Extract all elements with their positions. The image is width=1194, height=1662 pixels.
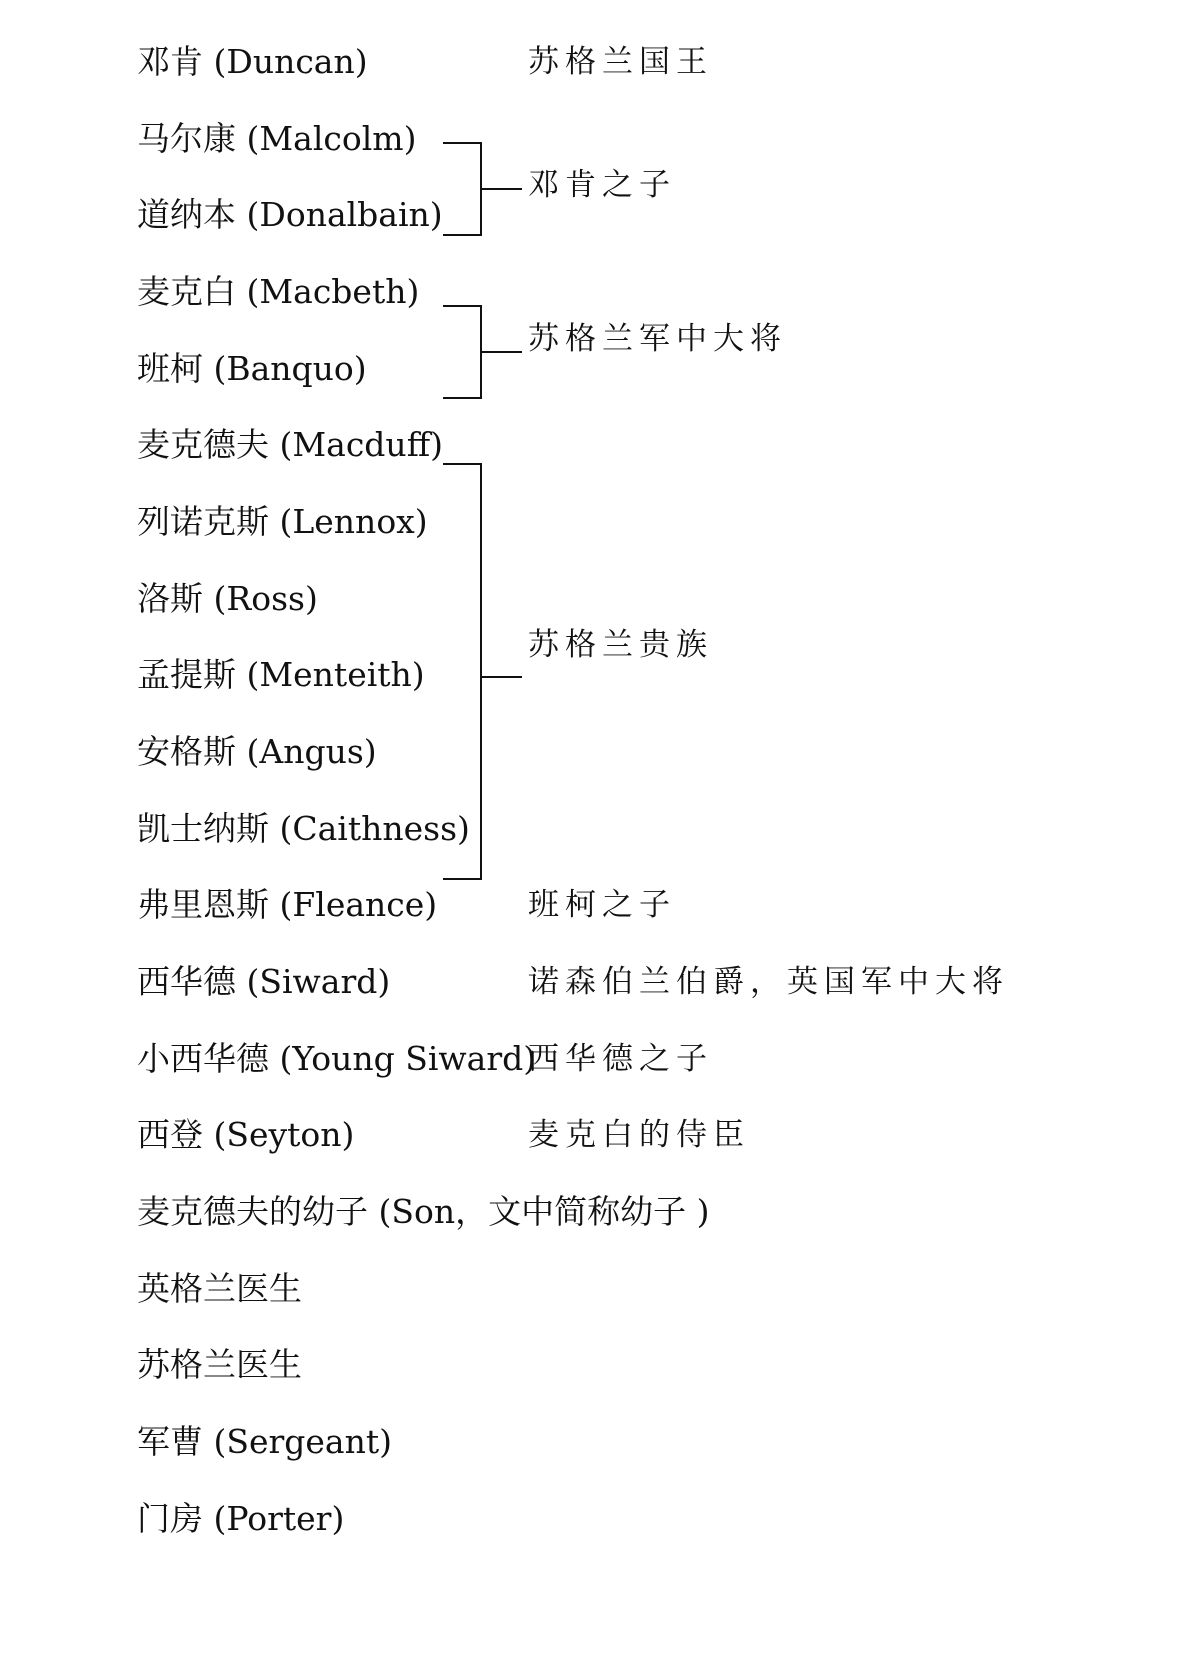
role-siward: 诺森伯兰伯爵，英国军中大将 (528, 964, 1009, 1000)
character-name-seyton: 西登 (Seyton) (137, 1115, 355, 1154)
character-name-fleance: 弗里恩斯 (Fleance) (137, 885, 438, 924)
bracket-sons-of-duncan (443, 143, 522, 235)
character-name-scottish-doctor: 苏格兰医生 (137, 1345, 302, 1384)
group-label-scottish-nobles: 苏格兰贵族 (528, 627, 713, 663)
group-label-sons-of-duncan: 邓肯之子 (528, 167, 676, 203)
character-name-english-doctor: 英格兰医生 (137, 1269, 302, 1308)
character-name-sergeant: 军曹 (Sergeant) (137, 1422, 392, 1461)
character-name-son: 麦克德夫的幼子 (Son，文中简称幼子 ) (137, 1192, 710, 1231)
character-name-menteith: 孟提斯 (Menteith) (137, 655, 425, 694)
role-young-siward: 西华德之子 (528, 1041, 713, 1077)
bracket-scottish-generals (443, 306, 522, 398)
character-name-angus: 安格斯 (Angus) (137, 732, 377, 771)
role-fleance: 班柯之子 (528, 887, 676, 923)
group-label-scottish-generals: 苏格兰军中大将 (528, 321, 787, 357)
character-name-siward: 西华德 (Siward) (137, 962, 391, 1001)
character-name-macduff: 麦克德夫 (Macduff) (137, 425, 444, 464)
character-name-malcolm: 马尔康 (Malcolm) (137, 119, 417, 158)
character-name-caithness: 凯士纳斯 (Caithness) (137, 809, 470, 848)
character-name-duncan: 邓肯 (Duncan) (137, 42, 368, 81)
character-name-lennox: 列诺克斯 (Lennox) (137, 502, 428, 541)
character-name-young-siward: 小西华德 (Young Siward) (137, 1039, 537, 1078)
character-name-macbeth: 麦克白 (Macbeth) (137, 272, 420, 311)
character-name-ross: 洛斯 (Ross) (137, 579, 318, 618)
role-duncan: 苏格兰国王 (528, 44, 713, 80)
character-name-porter: 门房 (Porter) (137, 1499, 345, 1538)
character-name-banquo: 班柯 (Banquo) (137, 349, 367, 388)
character-name-donalbain: 道纳本 (Donalbain) (137, 195, 443, 234)
role-seyton: 麦克白的侍臣 (528, 1117, 750, 1153)
